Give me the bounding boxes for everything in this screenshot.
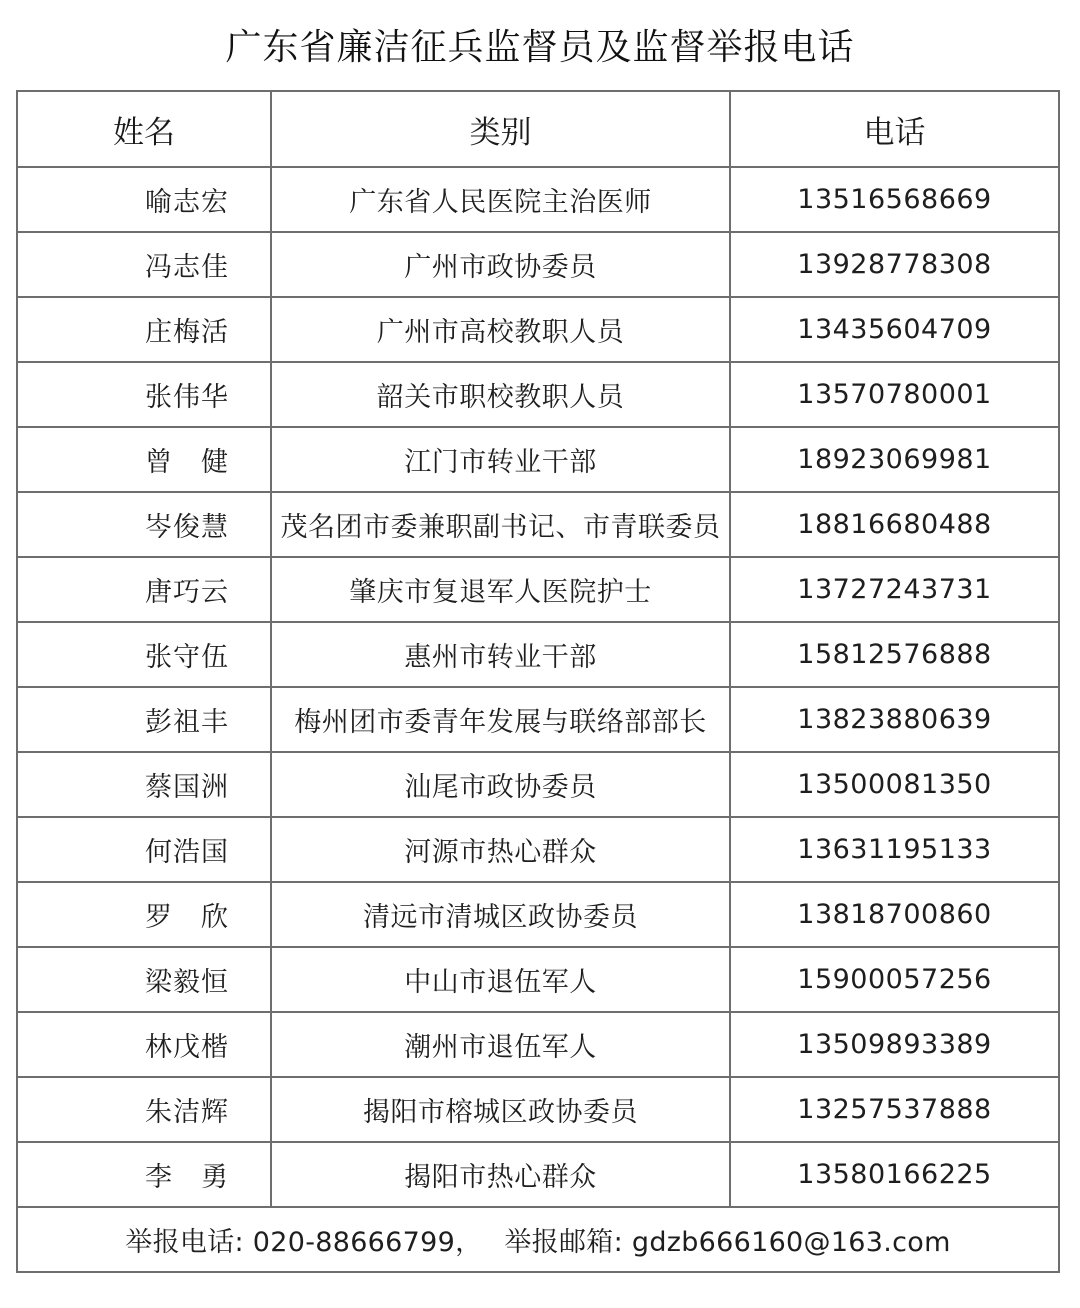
supervisor-phone: 15812576888 [730,622,1059,687]
table-row [17,622,1059,687]
hotline-label: 举报电话: [125,1227,244,1258]
supervisor-name: 蔡国洲 [17,752,271,817]
column-header-phone: 电话 [730,91,1059,167]
table-row [17,557,1059,622]
table-row [17,362,1059,427]
table-row [17,1077,1059,1142]
hotline-number: 020-88666799， [252,1227,483,1258]
supervisor-category: 惠州市转业干部 [271,622,730,687]
supervisor-category: 中山市退伍军人 [271,947,730,1012]
supervisor-name: 张伟华 [17,362,271,427]
page-title: 广东省廉洁征兵监督员及监督举报电话 [225,27,855,68]
supervisor-name: 林戊楷 [17,1012,271,1077]
supervisor-phone: 13435604709 [730,297,1059,362]
supervisor-category: 肇庆市复退军人医院护士 [271,557,730,622]
table-row [17,817,1059,882]
table-row [17,167,1059,232]
table-row [17,427,1059,492]
table-row [17,232,1059,297]
supervisor-name: 朱洁辉 [17,1077,271,1142]
table-row [17,752,1059,817]
email-label: 举报邮箱: [504,1227,623,1258]
supervisor-phone: 13818700860 [730,882,1059,947]
table-body [17,167,1059,1207]
column-header-name: 姓名 [17,91,271,167]
table-row [17,687,1059,752]
supervisor-phone: 13500081350 [730,752,1059,817]
table-row [17,882,1059,947]
supervisor-name: 喻志宏 [17,167,271,232]
supervisor-category: 清远市清城区政协委员 [271,882,730,947]
supervisor-phone: 13727243731 [730,557,1059,622]
footer-row [17,1207,1059,1272]
supervisor-category: 潮州市退伍军人 [271,1012,730,1077]
supervisor-phone: 13928778308 [730,232,1059,297]
supervisor-name: 何浩国 [17,817,271,882]
supervisor-name: 冯志佳 [17,232,271,297]
supervisor-phone: 13257537888 [730,1077,1059,1142]
supervisor-category: 江门市转业干部 [271,427,730,492]
supervisor-category: 广州市高校教职人员 [271,297,730,362]
table-row [17,1012,1059,1077]
supervisor-name: 张守伍 [17,622,271,687]
supervisor-table [16,90,1060,1273]
table-row [17,297,1059,362]
supervisor-phone: 13509893389 [730,1012,1059,1077]
supervisor-phone: 18816680488 [730,492,1059,557]
supervisor-category: 揭阳市热心群众 [271,1142,730,1207]
supervisor-name: 彭祖丰 [17,687,271,752]
supervisor-phone: 15900057256 [730,947,1059,1012]
table-header-row [17,91,1059,167]
report-contact-footer [17,1207,1059,1272]
table-row [17,1142,1059,1207]
supervisor-phone: 13823880639 [730,687,1059,752]
supervisor-name: 梁毅恒 [17,947,271,1012]
supervisor-category: 梅州团市委青年发展与联络部部长 [271,687,730,752]
supervisor-phone: 13516568669 [730,167,1059,232]
supervisor-category: 广州市政协委员 [271,232,730,297]
supervisor-name: 李 勇 [17,1142,271,1207]
supervisor-category: 汕尾市政协委员 [271,752,730,817]
supervisor-category: 茂名团市委兼职副书记、市青联委员 [271,492,730,557]
supervisor-name: 唐巧云 [17,557,271,622]
table-row [17,492,1059,557]
supervisor-category: 广东省人民医院主治医师 [271,167,730,232]
supervisor-name: 曾 健 [17,427,271,492]
supervisor-phone: 13631195133 [730,817,1059,882]
supervisor-phone: 13580166225 [730,1142,1059,1207]
supervisor-phone: 13570780001 [730,362,1059,427]
supervisor-category: 河源市热心群众 [271,817,730,882]
column-header-category: 类别 [271,91,730,167]
supervisor-phone: 18923069981 [730,427,1059,492]
supervisor-name: 庄梅活 [17,297,271,362]
supervisor-name: 岑俊慧 [17,492,271,557]
supervisor-name: 罗 欣 [17,882,271,947]
supervisor-category: 韶关市职校教职人员 [271,362,730,427]
table-row [17,947,1059,1012]
supervisor-category: 揭阳市榕城区政协委员 [271,1077,730,1142]
report-email: gdzb666160@163.com [631,1227,951,1258]
